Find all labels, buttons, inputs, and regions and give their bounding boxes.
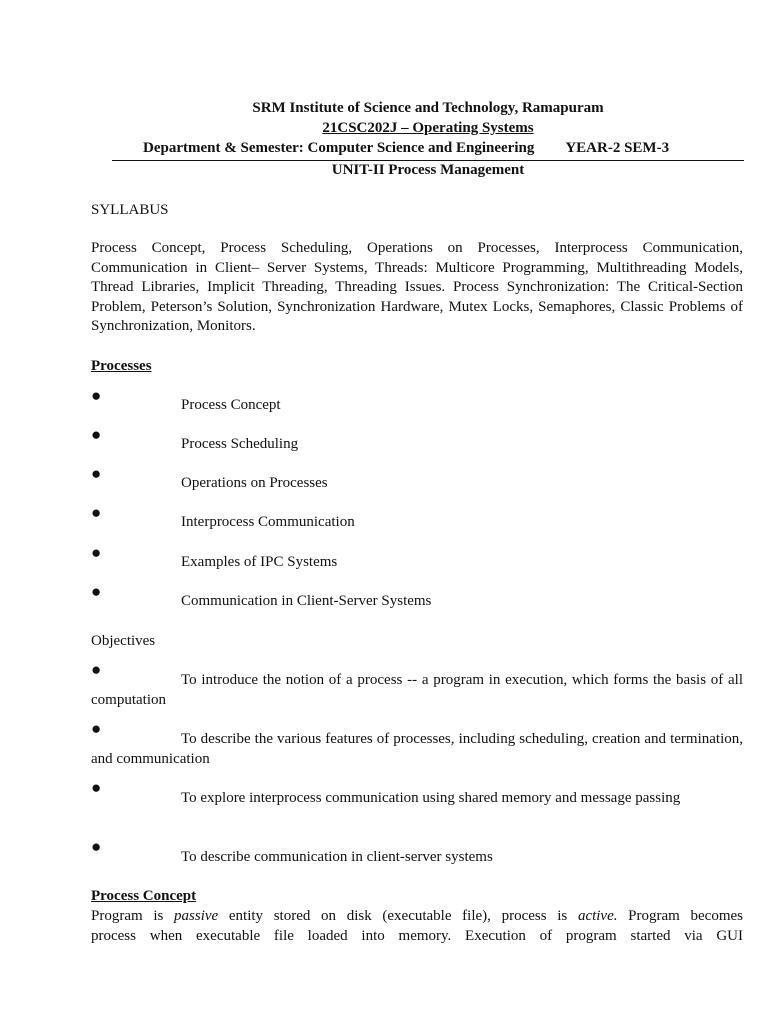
bullet-icon: ● — [91, 660, 102, 679]
process-item: Process Concept — [181, 397, 281, 413]
department-line — [112, 139, 744, 161]
italic-active: active. — [577, 908, 618, 924]
unit-title: UNIT-II Process Management — [331, 162, 525, 178]
bullet-icon: ● — [91, 503, 102, 522]
bullet-icon: ● — [91, 543, 102, 562]
bullet-icon: ● — [91, 425, 102, 444]
text-run: entity stored on disk (executable file), process is — [218, 908, 578, 924]
objective-item: To explore interprocess communication using shared memory and message passing — [181, 790, 681, 806]
bullet-icon: ● — [91, 837, 102, 856]
course-title — [112, 119, 744, 139]
syllabus-text: Process Concept, Process Scheduling, Operations on Processes, Interprocess Communication, Communication in Client– Server Systems, Threads: Multicore Programming, Multithreading Models, Thread Libraries, Implicit Threading, Threading Issues. Process Synchronization: The Critical-Section Problem, Peterson’s Solution, Synchronization Hardware, Mutex Locks, Semaphores, Classic Problems of Synchronization, Monitors. — [91, 240, 743, 335]
bullet-icon: ● — [91, 464, 102, 483]
process-item: Communication in Client-Server Systems — [181, 593, 432, 609]
italic-passive: passive — [174, 908, 219, 924]
process-item: Process Scheduling — [181, 436, 299, 452]
syllabus-heading: SYLLABUS — [91, 202, 169, 218]
year-semester: YEAR-2 SEM-3 — [565, 140, 670, 156]
bullet-icon: ● — [91, 719, 102, 738]
process-item: Interprocess Communication — [181, 514, 355, 530]
bullet-icon: ● — [91, 778, 102, 797]
text-run: Program is — [91, 908, 175, 924]
objective-item: To describe communication in client-server systems — [181, 849, 493, 865]
objective-item: To describe the various features of processes, including scheduling, creation and termination, and communication — [91, 731, 743, 767]
objectives-heading: Objectives — [91, 633, 156, 649]
bullet-icon: ● — [91, 582, 102, 601]
institute-title: SRM Institute of Science and Technology, Ramapuram — [252, 100, 604, 116]
course-code: 21CSC202J – Operating Systems — [322, 120, 534, 136]
process-concept-line-2: process when executable file loaded into memory. Execution of program started via GUI — [91, 928, 743, 944]
process-concept-heading: Process Concept — [91, 888, 197, 904]
text-run: Program becomes — [617, 908, 743, 924]
processes-heading: Processes — [91, 358, 152, 374]
process-concept-line-1 — [91, 907, 743, 927]
process-item: Operations on Processes — [181, 475, 328, 491]
process-item: Examples of IPC Systems — [181, 554, 338, 570]
department-text: Department & Semester: Computer Science and Engineering — [143, 140, 535, 156]
bullet-icon: ● — [91, 386, 102, 405]
objective-item: To introduce the notion of a process -- a program in execution, which forms the basis of all computation — [91, 672, 743, 708]
